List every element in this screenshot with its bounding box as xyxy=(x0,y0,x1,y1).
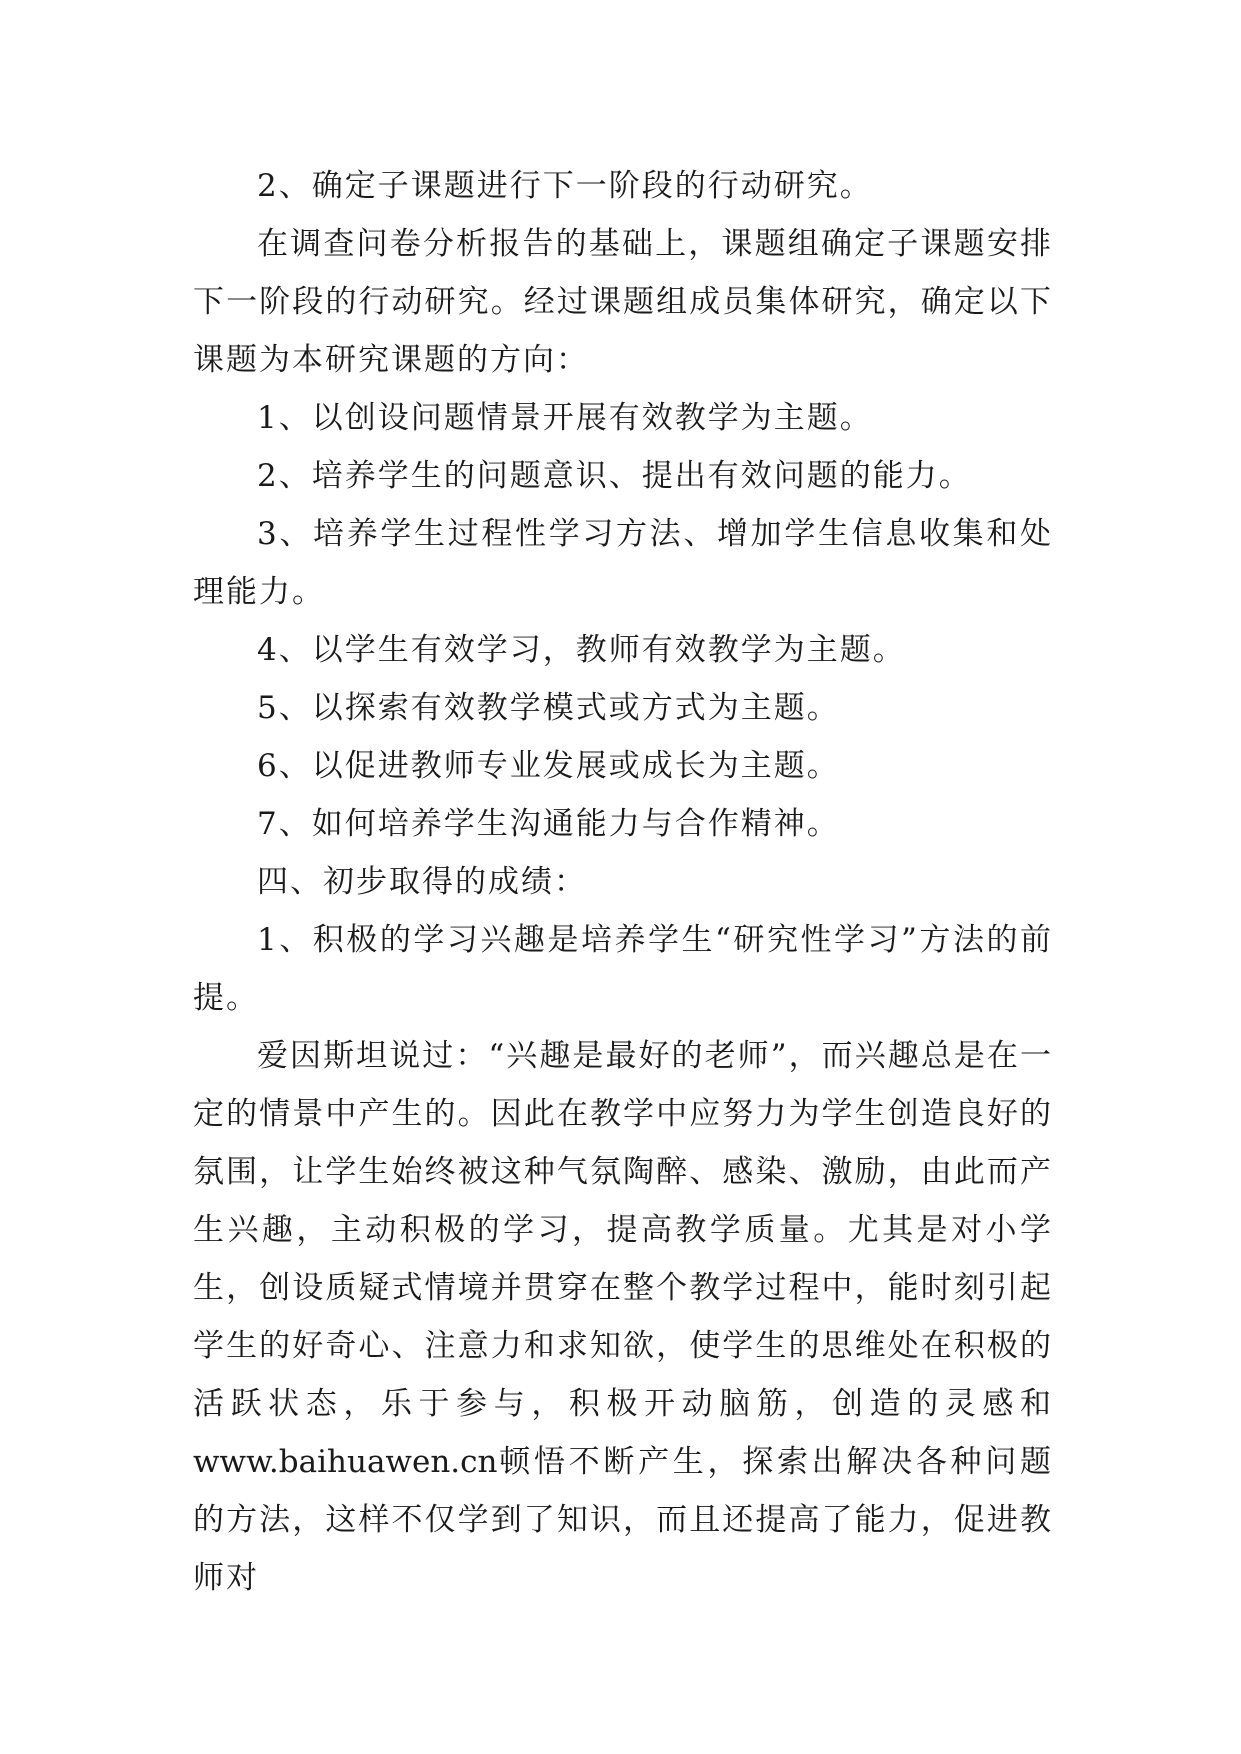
list-item-topic-5: 5、以探索有效教学模式或方式为主题。 xyxy=(257,690,840,726)
list-item-topic-2: 2、培养学生的问题意识、提出有效问题的能力。 xyxy=(257,458,972,494)
paragraph-subtopic-intro: 在调查问卷分析报告的基础上，课题组确定子课题安排下一阶段的行动研究。经过课题组成员集体研究，确定以下课题为本研究课题的方向： xyxy=(193,226,1053,378)
paragraph-subtopic-heading: 2、确定子课题进行下一阶段的行动研究。 xyxy=(257,168,873,204)
paragraph-achievement-1-heading: 1、积极的学习兴趣是培养学生“研究性学习”方法的前提。 xyxy=(193,922,1053,1016)
section-heading-achievements: 四、初步取得的成绩： xyxy=(257,864,587,900)
paragraph-einstein-quote xyxy=(193,1027,1053,1607)
document-body xyxy=(193,157,1053,1607)
list-item-topic-4: 4、以学生有效学习，教师有效教学为主题。 xyxy=(257,632,906,668)
list-item-topic-3: 3、培养学生过程性学习方法、增加学生信息收集和处理能力。 xyxy=(193,516,1053,610)
list-item-topic-7: 7、如何培养学生沟通能力与合作精神。 xyxy=(257,806,840,842)
list-item-topic-6: 6、以促进教师专业发展或成长为主题。 xyxy=(257,748,840,784)
paragraph-einstein-continuation: 顿悟不断产生，探索出解决各种问题的方法，这样不仅学到了知识，而且还提高了能力，促进教师对 xyxy=(193,1444,1053,1596)
watermark-url: www.baihuawen.cn xyxy=(193,1444,498,1480)
list-item-topic-1: 1、以创设问题情景开展有效教学为主题。 xyxy=(257,400,873,436)
paragraph-einstein-text: 爱因斯坦说过：“兴趣是最好的老师”，而兴趣总是在一定的情景中产生的。因此在教学中应努力为学生创造良好的氛围，让学生始终被这种气氛陶醉、感染、激励，由此而产生兴趣，主动积极的学习，提高教学质量。尤其是对小学生，创设质疑式情境并贯穿在整个教学过程中，能时刻引起学生的好奇心、注意力和求知欲，使学生的思维处在积极的活跃状态，乐于参与，积极开动脑筋，创造的灵感和 xyxy=(193,1038,1053,1422)
